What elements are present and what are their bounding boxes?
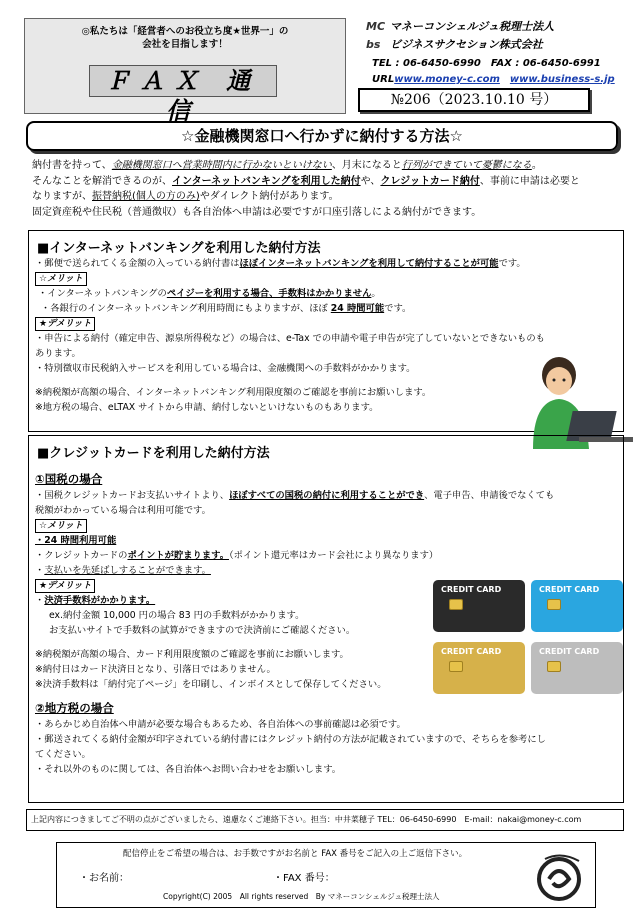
demerit-label: ★デメリット bbox=[35, 579, 95, 593]
mission-statement: ◎私たちは「経営者へのお役立ち度★世界一」の 会社を目指します！ bbox=[81, 26, 289, 50]
chip-icon bbox=[547, 599, 561, 610]
copyright: Copyright(C) 2005 All rights reserved By マネーコンシェルジュ税理士法人 bbox=[163, 892, 440, 901]
company-name-1: MC マネーコンシェルジュ税理士法人 bbox=[366, 20, 555, 33]
name-field-label: ・お名前： bbox=[79, 873, 129, 884]
unsubscribe-text: 配信停止をご希望の場合は、お手数ですがお名前と FAX 番号をご記入の上ご返信下さい。 bbox=[123, 849, 468, 859]
chip-icon bbox=[449, 661, 463, 672]
issue-number: №206（2023.10.10 号） bbox=[358, 88, 590, 112]
chip-icon bbox=[449, 599, 463, 610]
phone-fax-line: TEL : 06-6450-6990 FAX : 06-6450-6991 bbox=[372, 58, 601, 69]
url-business-s[interactable]: www.business-s.jp bbox=[509, 74, 615, 85]
fax-title: ＦＡＸ 通信 bbox=[89, 65, 277, 97]
intro-text: 納付書を持って、金融機関窓口へ営業時間内に行かないといけない、月末になると行列ができていて憂鬱になる。 そんなことを解消できるのが、インターネットバンキングを利用した納付や、クレジットカード納付、事前に申請は必要と なりますが、振替納税(個人の方のみ)やダイレクト納付があります。 固定資産税や住民税（普通徴収）も各自治体へ申請は必要ですが口座引落しによる納付ができます。 bbox=[32, 160, 580, 218]
credit-card-black: CREDIT CARD bbox=[433, 580, 525, 632]
net-heading: ■インターネットバンキングを利用した納付方法 bbox=[37, 241, 321, 256]
header-box bbox=[24, 18, 346, 125]
contact-info: 上記内容につきましてご不明の点がございましたら、遠慮なくご連絡下さい。担当：中井菜穂子 TEL：06-6450-6990 E-mail：nakai@money-c.com bbox=[26, 809, 624, 831]
bs-logo: bs bbox=[366, 38, 381, 51]
merit-label: ☆メリット bbox=[35, 272, 87, 286]
chip-icon bbox=[547, 661, 561, 672]
national-tax-heading: ①国税の場合 bbox=[35, 472, 103, 486]
page-title: ☆金融機関窓口へ行かずに納付する方法☆ bbox=[26, 121, 618, 151]
credit-card-silver: CREDIT CARD bbox=[531, 642, 623, 694]
url-money-c[interactable]: www.money-c.com bbox=[394, 74, 500, 85]
recycle-logo-icon bbox=[531, 849, 587, 905]
unsubscribe-box bbox=[56, 842, 596, 908]
demerit-label: ★デメリット bbox=[35, 317, 95, 331]
merit-label: ☆メリット bbox=[35, 519, 87, 533]
credit-card-section: ■クレジットカードを利用した納付方法 ①国税の場合 ・国税クレジットカードお支払いサイトより、ほぼすべての国税の納付に利用することができ、電子申告、申請後でなくても 税額がわかっている場合は利用可能です。 ☆メリット ・24 時間利用可能 ・クレジットカードのポイントが貯まります。（ポイント還元率はカード会社により異なります） ・支払いを先延ばしすることができます。 ★デメリット ・決済手数料がかかります。 ex.納付金額 10,000 円の場合 83 円の手数料がかかります。 お支払いサイトで手数料の試算ができますので決済前にご確認ください。 ※納税額が高額の場合、カード利用限度額のご確認を事前にお願いします。 ※納付日はカード決済日となり、引落日ではありません。 ※決済手数料は「納付完了ページ」を印刷し、インボイスとして保存してください。 ②地方税の場合 ・あらかじめ自治体へ申請が必要な場合もあるため、各自治体への事前確認は必須です。 ・郵送されてくる納付金額が印字されている納付書にはクレジット納付の方法が記載されていますので、そちらを参考にし てください。 ・それ以外のものに関しては、各自治体へお問い合わせをお願いします。 CREDIT CARD CREDIT CARD CREDIT CARD CREDIT CARD bbox=[28, 435, 624, 803]
url-line: URLwww.money-c.com www.business-s.jp bbox=[372, 74, 615, 85]
mc-logo: MC bbox=[366, 20, 386, 33]
fax-field-label: ・FAX 番号： bbox=[273, 873, 335, 884]
internet-banking-section: ■インターネットバンキングを利用した納付方法 ・郵便で送られてくる金額の入っている納付書はほぼインターネットバンキングを利用して納付することが可能です。 ☆メリット ・インターネットバンキングのペイジーを利用する場合、手数料はかかりません。 ・各銀行のインターネットバンキング利用時間にもよりますが、ほぼ 24 時間可能です。 ★デメリット ・申告による納付（確定申告、源泉所得税など）の場合は、e-Tax での申請や電子申告が完了していないとできないものも あります。 ・特別徴収市民税納入サービスを利用している場合は、金融機関への手数料がかかります。 ※納税額が高額の場合、インターネットバンキング利用限度額のご確認を事前にお願いします。 ※地方税の場合、eLTAX サイトから申請、納付しないといけないものもあります。 bbox=[28, 230, 624, 432]
local-tax-heading: ②地方税の場合 bbox=[35, 701, 114, 715]
company-name-2: bs ビジネスサクセション株式会社 bbox=[366, 38, 543, 51]
credit-heading: ■クレジットカードを利用した納付方法 bbox=[37, 446, 270, 461]
credit-card-gold: CREDIT CARD bbox=[433, 642, 525, 694]
credit-card-blue: CREDIT CARD bbox=[531, 580, 623, 632]
